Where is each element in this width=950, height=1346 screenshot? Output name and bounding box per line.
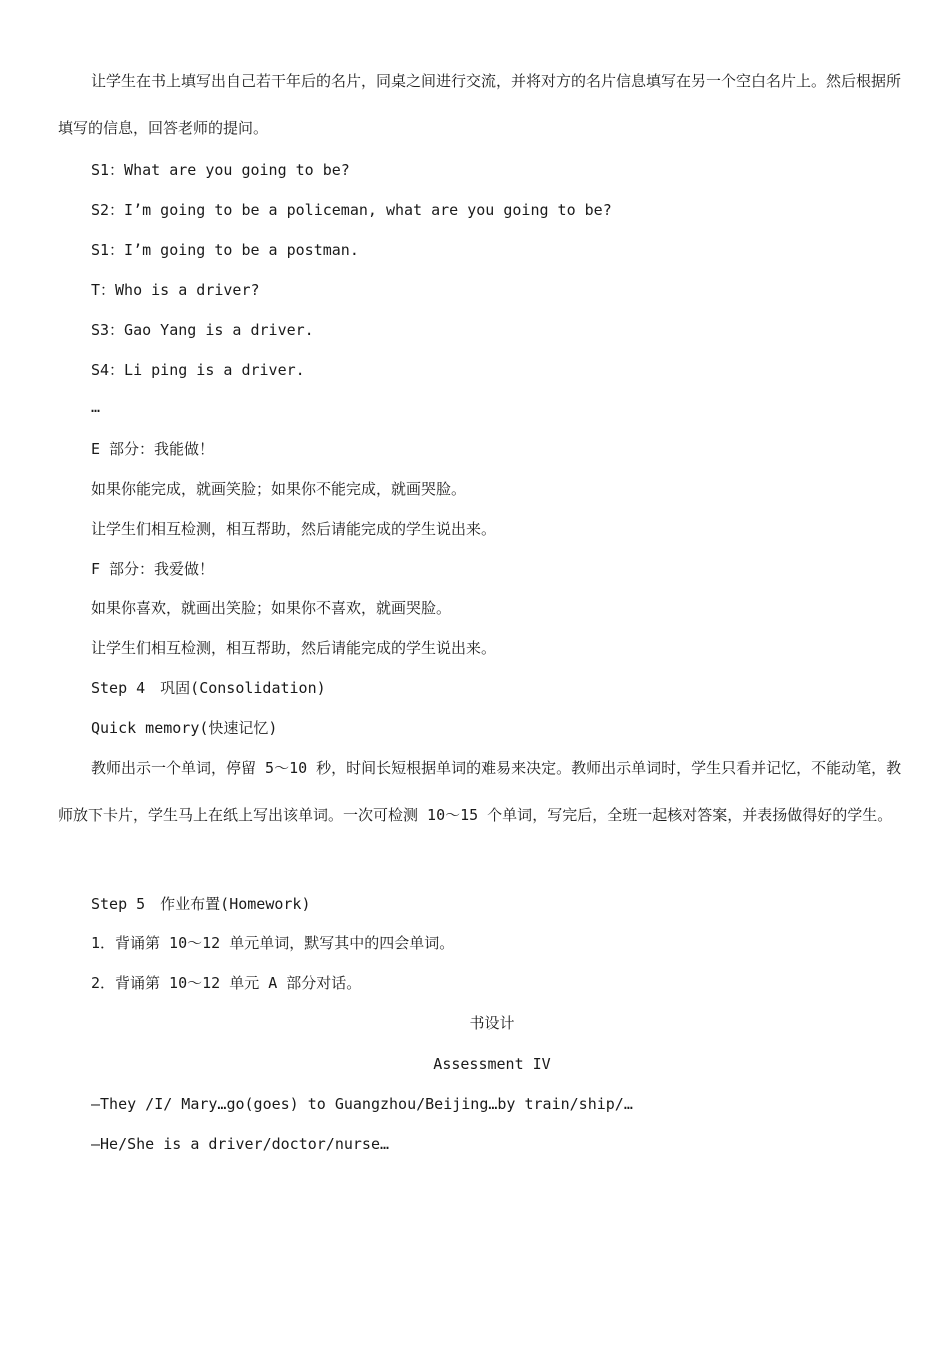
board-design-title: 书设计: [469, 1014, 515, 1032]
dialogue-line: S2：I’m going to be a policeman, what are you going to be?: [91, 201, 612, 219]
section-f-instruction: 如果你喜欢，就画出笑脸；如果你不喜欢，就画哭脸。: [91, 599, 452, 617]
step4-heading: Step 4 巩固(Consolidation): [91, 679, 326, 697]
homework-item: 2．背诵第 10～12 单元 A 部分对话。: [91, 974, 362, 992]
intro-paragraph: 让学生在书上填写出自己若干年后的名片，同桌之间进行交流，并将对方的名片信息填写在另一个空白名片上。然后根据所填写的信息，回答老师的提问。: [58, 72, 902, 137]
dialogue-line: S3：Gao Yang is a driver.: [91, 321, 314, 339]
dialogue-ellipsis: …: [91, 398, 101, 416]
section-e-activity: 让学生们相互检测，相互帮助，然后请能完成的学生说出来。: [91, 520, 497, 538]
dialogue-line: T：Who is a driver?: [91, 281, 260, 299]
board-design-subtitle: Assessment IV: [433, 1055, 551, 1073]
section-f-title: F 部分：我爱做！: [91, 560, 215, 578]
quick-memory-paragraph: 教师出示一个单词，停留 5～10 秒，时间长短根据单词的难易来决定。教师出示单词时，学生只看并记忆，不能动笔，教师放下卡片，学生马上在纸上写出该单词。一次可检测 10～15 个单词，写完后，全班一起核对答案，并表扬做得好的学生。: [58, 759, 902, 824]
step5-heading: Step 5 作业布置(Homework): [91, 895, 311, 913]
section-f-activity: 让学生们相互检测，相互帮助，然后请能完成的学生说出来。: [91, 639, 497, 657]
quick-memory-heading: Quick memory(快速记忆): [91, 719, 278, 737]
section-e-title: E 部分：我能做！: [91, 440, 215, 458]
homework-item: 1．背诵第 10～12 单元单词，默写其中的四会单词。: [91, 934, 455, 952]
dialogue-line: S4：Li ping is a driver.: [91, 361, 305, 379]
section-e-instruction: 如果你能完成，就画笑脸；如果你不能完成，就画哭脸。: [91, 480, 467, 498]
board-line: —They /I/ Mary…go(goes) to Guangzhou/Beijing…by train/ship/…: [91, 1095, 633, 1113]
board-line: —He/She is a driver/doctor/nurse…: [91, 1135, 390, 1153]
dialogue-line: S1：What are you going to be?: [91, 161, 350, 179]
dialogue-line: S1：I’m going to be a postman.: [91, 241, 359, 259]
